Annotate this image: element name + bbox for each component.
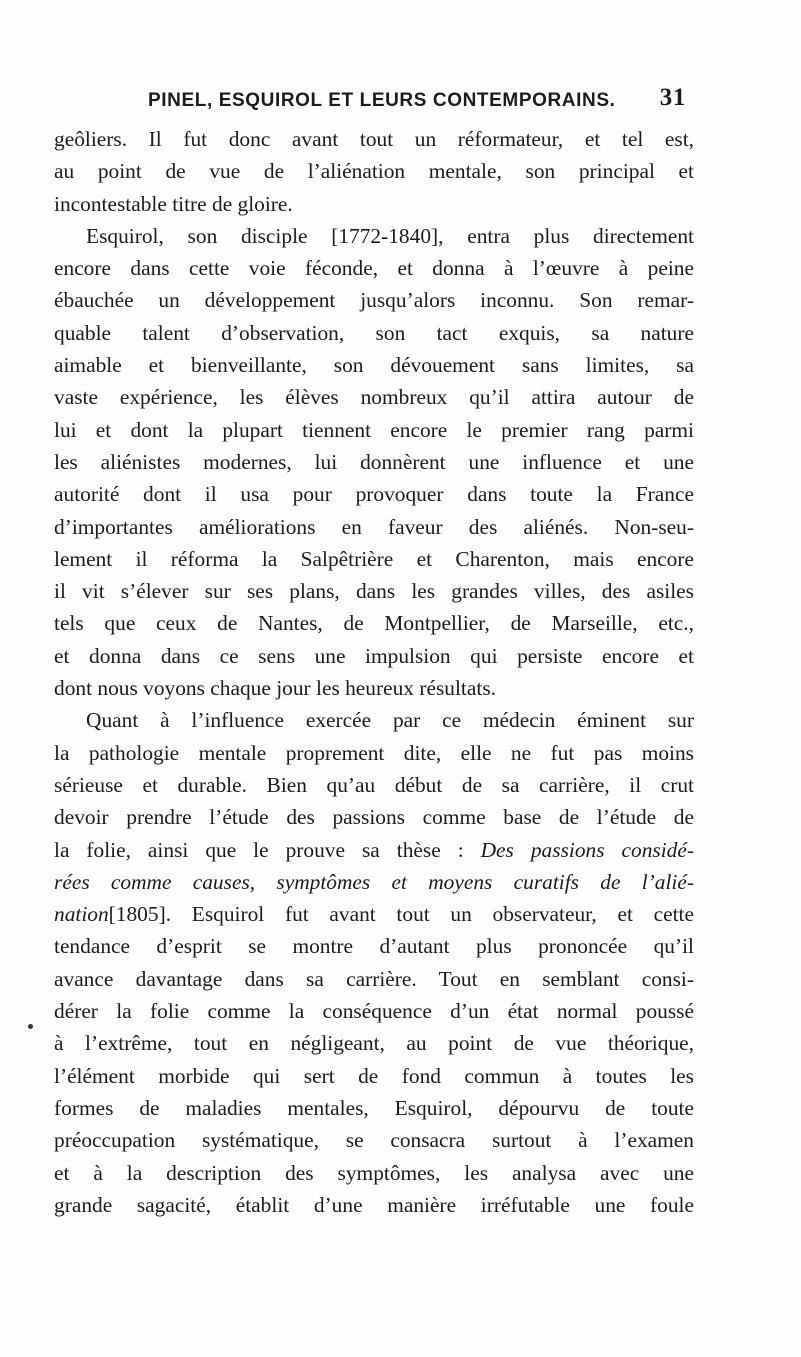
text-line — [54, 801, 694, 833]
page-number: 31 — [659, 84, 686, 111]
text-segment: autorité dont il usa pour provoquer dans toute la France — [54, 482, 694, 507]
text-line — [54, 188, 694, 220]
text-segment: [1805]. Esquirol fut avant tout un observateur, et cette — [108, 902, 694, 927]
text-line — [54, 930, 694, 962]
text-segment: aimable et bienveillante, son dévouement sans limites, sa — [54, 353, 694, 378]
text-line — [54, 640, 694, 672]
text-segment: formes de maladies mentales, Esquirol, dépourvu de toute — [54, 1095, 694, 1120]
text-line — [54, 446, 694, 478]
text-segment: lui et dont la plupart tiennent encore le premier rang parmi — [54, 417, 694, 442]
text-segment: Esquirol, son disciple [1772-1840], entra plus directement — [86, 223, 694, 248]
text-line — [54, 155, 694, 187]
text-segment: vaste expérience, les élèves nombreux qu’il attira autour de — [54, 385, 694, 410]
text-segment: l’élément morbide qui sert de fond commun à toutes les — [54, 1063, 694, 1088]
text-segment: et donna dans ce sens une impulsion qui persiste encore et — [54, 643, 694, 668]
text-line — [54, 511, 694, 543]
text-line — [54, 769, 694, 801]
text-line — [54, 672, 694, 704]
text-line — [54, 1189, 694, 1221]
text-segment: geôliers. Il fut donc avant tout un réformateur, et tel est, — [54, 127, 694, 151]
text-line — [54, 834, 694, 866]
text-line — [54, 866, 694, 898]
text-segment: tels que ceux de Nantes, de Montpellier, de Marseille, etc., — [54, 611, 694, 636]
text-segment: il vit s’élever sur ses plans, dans les grandes villes, des asiles — [54, 579, 694, 604]
text-line — [54, 349, 694, 381]
text-line — [54, 123, 694, 155]
text-line — [54, 543, 694, 575]
italic-segment: nation — [54, 902, 109, 927]
text-segment: Quant à l’influence exercée par ce médecin éminent sur — [86, 708, 694, 733]
text-line — [54, 704, 694, 736]
text-line — [54, 381, 694, 413]
text-line — [54, 252, 694, 284]
text-segment: lement il réforma la Salpêtrière et Charenton, mais encore — [54, 546, 694, 571]
margin-mark — [28, 1024, 33, 1029]
text-line — [54, 995, 694, 1027]
text-line — [54, 607, 694, 639]
text-line — [54, 575, 694, 607]
text-line — [54, 1124, 694, 1156]
text-line — [54, 478, 694, 510]
text-segment: dérer la folie comme la conséquence d’un état normal poussé — [54, 999, 694, 1024]
text-line — [54, 1060, 694, 1092]
text-line — [54, 220, 694, 252]
text-segment: sérieuse et durable. Bien qu’au début de sa carrière, il crut — [54, 772, 694, 797]
text-line — [54, 284, 694, 316]
text-segment: encore dans cette voie féconde, et donna à l’œuvre à peine — [54, 256, 694, 281]
text-segment: au point de vue de l’aliénation mentale, son principal et — [54, 159, 694, 184]
italic-segment: rées comme causes, symptômes et moyens curatifs de l’alié- — [54, 869, 694, 894]
italic-segment: Des passions considé- — [480, 837, 694, 862]
text-segment: dont nous voyons chaque jour les heureux résultats. — [54, 676, 496, 701]
text-segment: d’importantes améliorations en faveur des aliénés. Non-seu- — [54, 514, 694, 539]
text-segment: incontestable titre de gloire. — [54, 191, 293, 216]
running-head — [148, 86, 686, 116]
text-segment: la pathologie mentale proprement dite, elle ne fut pas moins — [54, 740, 694, 765]
text-segment: grande sagacité, établit d’une manière irréfutable une foule — [54, 1192, 694, 1217]
text-segment: avance davantage dans sa carrière. Tout en semblant consi- — [54, 966, 694, 991]
body-text — [54, 123, 694, 1221]
text-line — [54, 737, 694, 769]
text-line — [54, 414, 694, 446]
text-line — [54, 1157, 694, 1189]
text-segment: préoccupation systématique, se consacra surtout à l’examen — [54, 1128, 694, 1153]
text-segment: devoir prendre l’étude des passions comme base de l’étude de — [54, 805, 694, 830]
text-line — [54, 963, 694, 995]
text-line — [54, 1092, 694, 1124]
text-line — [54, 317, 694, 349]
text-segment: quable talent d’observation, son tact exquis, sa nature — [54, 320, 694, 345]
text-segment: à l’extrême, tout en négligeant, au point de vue théorique, — [54, 1031, 694, 1056]
text-line — [54, 1027, 694, 1059]
running-head-title: PINEL, ESQUIROL ET LEURS CONTEMPORAINS. — [148, 90, 616, 111]
text-segment: les aliénistes modernes, lui donnèrent une influence et une — [54, 449, 694, 474]
text-segment: tendance d’esprit se montre d’autant plus prononcée qu’il — [54, 934, 694, 959]
text-segment: et à la description des symptômes, les analysa avec une — [54, 1160, 694, 1185]
text-segment: la folie, ainsi que le prouve sa thèse : — [54, 837, 481, 862]
text-segment: ébauchée un développement jusqu’alors inconnu. Son remar- — [54, 288, 694, 313]
text-line — [54, 898, 694, 930]
